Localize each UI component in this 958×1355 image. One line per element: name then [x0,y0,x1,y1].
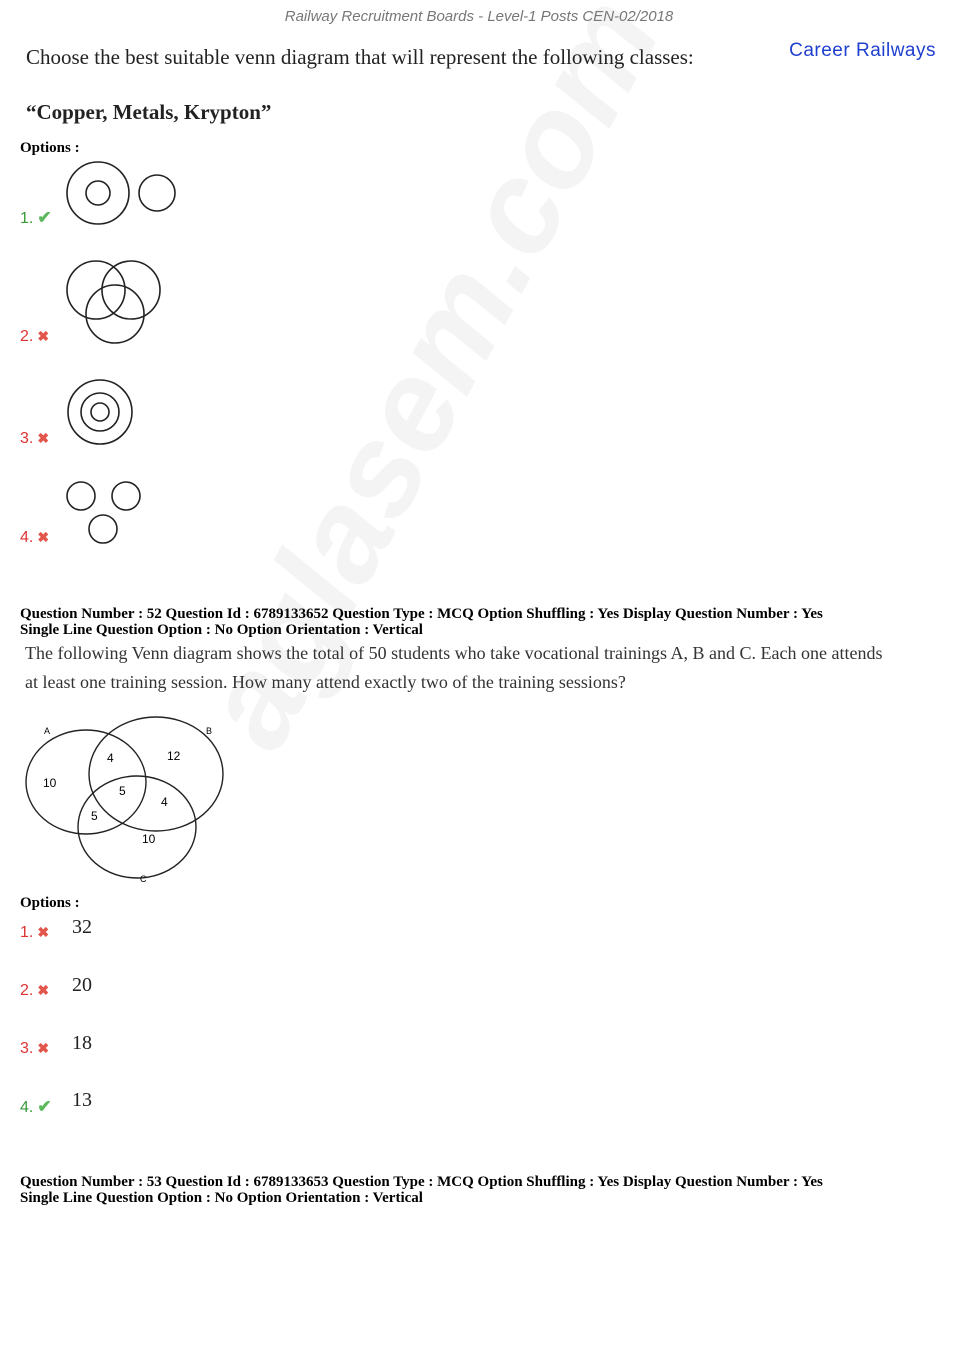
question-classes: “Copper, Metals, Krypton” [26,100,272,124]
option-1 [20,208,52,228]
option-2-diagram [60,256,170,348]
question-stem [25,639,945,697]
check-icon: ✔ [37,1097,52,1116]
option-4 [20,1097,52,1117]
circle-c [78,776,196,878]
venn-diagram [20,712,240,887]
value-a-c: 5 [91,809,98,823]
option-value: 32 [72,916,92,938]
question-meta [20,1174,823,1206]
label-a: A [44,726,51,736]
options-label: Options : [20,895,80,911]
copper-circle [86,181,110,205]
value-a-b: 4 [107,751,114,765]
value-only-c: 10 [142,832,156,846]
cross-icon: ✖ [37,330,50,345]
option-number: 3. [20,430,34,447]
option-number: 2. [20,982,34,999]
circle [67,261,125,319]
check-icon: ✔ [37,208,52,227]
stem-line: The following Venn diagram shows the total of 50 students who take vocational trainings A, B and C. Each one attends [25,643,883,663]
circle [91,403,109,421]
option-2 [20,328,49,346]
cross-icon: ✖ [37,926,50,941]
circle [112,482,140,510]
stem-line: at least one training session. How many attend exactly two of the training sessions? [25,672,626,692]
option-number: 2. [20,328,34,345]
metals-circle [67,162,129,224]
label-c: C [140,874,147,884]
value-all: 5 [119,784,126,798]
circle [67,482,95,510]
option-value: 13 [72,1089,92,1111]
option-4-diagram [60,478,150,548]
cross-icon: ✖ [37,432,50,447]
cross-icon: ✖ [37,984,50,999]
page-header: Railway Recruitment Boards - Level-1 Posts CEN-02/2018 [284,8,674,25]
option-value: 20 [72,974,92,996]
option-1 [20,924,49,942]
option-1-diagram [60,160,190,230]
meta-line: Single Line Question Option : No Option Orientation : Vertical [20,1190,423,1206]
cross-icon: ✖ [37,531,50,546]
option-3-diagram [60,376,140,448]
option-number: 3. [20,1040,34,1057]
option-3 [20,430,49,448]
value-b-c: 4 [161,795,168,809]
circle [81,393,119,431]
option-2 [20,982,49,1000]
circle [68,380,132,444]
option-number: 4. [20,529,34,546]
option-3 [20,1040,49,1058]
circle [89,515,117,543]
options-label: Options : [20,140,80,156]
meta-line: Single Line Question Option : No Option Orientation : Vertical [20,622,423,638]
value-only-a: 10 [43,776,57,790]
label-b: B [206,726,213,736]
cross-icon: ✖ [37,1042,50,1057]
option-number: 1. [20,210,34,227]
meta-line: Question Number : 53 Question Id : 6789133653 Question Type : MCQ Option Shuffling : Yes Display Question Number : Yes [20,1174,823,1190]
question-meta [20,606,823,638]
circle-b [89,717,223,831]
option-number: 4. [20,1099,34,1116]
value-only-b: 12 [167,749,181,763]
option-4 [20,529,49,547]
meta-line: Question Number : 52 Question Id : 6789133652 Question Type : MCQ Option Shuffling : Yes Display Question Number : Yes [20,606,823,622]
brand-name: Career Railways [789,40,936,61]
option-number: 1. [20,924,34,941]
option-value: 18 [72,1032,92,1054]
question-prompt: Choose the best suitable venn diagram that will represent the following classes: [26,45,694,69]
krypton-circle [139,175,175,211]
